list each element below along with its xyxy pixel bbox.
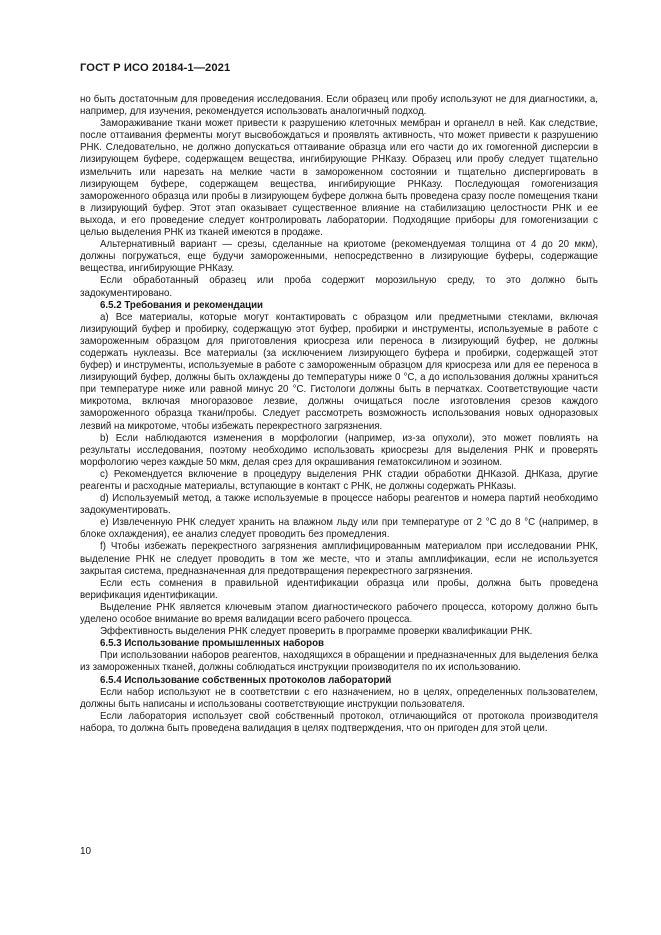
paragraph: Если обработанный образец или проба содержит морозильную среду, то это должно быть задокументировано. bbox=[80, 275, 598, 299]
document-header: ГОСТ Р ИСО 20184-1—2021 bbox=[80, 62, 231, 74]
paragraph: Если есть сомнения в правильной идентификации образца или пробы, должна быть проведена верификация идентификации. bbox=[80, 577, 598, 601]
list-item-b: b) Если наблюдаются изменения в морфологии (например, из-за опухоли), это может повлиять на результаты исследования, поэтому необходимо использовать криосрезы для выделения РНК и проверять морфологию через каждые 50 мкм, делая срез для окрашивания гематоксилином и эозином. bbox=[80, 432, 598, 468]
document-body bbox=[80, 94, 598, 735]
list-item-d: d) Используемый метод, а также используемые в процессе наборы реагентов и номера партий необходимо задокументировать. bbox=[80, 493, 598, 517]
paragraph: Эффективность выделения РНК следует проверить в программе проверки квалификации РНК. bbox=[100, 626, 533, 638]
section-heading: 6.5.4 Использование собственных протоколов лабораторий bbox=[100, 674, 392, 686]
paragraph: Альтернативный вариант — срезы, сделанные на криотоме (рекомендуемая толщина от 4 до 20 мкм), должны погружаться, еще будучи замороженными, непосредственно в лизирующие буферы, содержащие вещества, ингибирующие РНКазу. bbox=[80, 239, 598, 275]
paragraph: Если набор используют не в соответствии с его назначением, но в целях, определенных пользователем, должны быть написаны и использованы соответствующие инструкции пользователя. bbox=[80, 686, 598, 710]
paragraph: Если лаборатория использует свой собственный протокол, отличающийся от протокола производителя набора, то должна быть проведена валидация в целях подтверждения, что он пригоден для этой цели. bbox=[80, 710, 598, 734]
paragraph: При использовании наборов реагентов, находящихся в обращении и предназначенных для выделения белка из замороженных тканей, должны соблюдаться инструкции производителя по их использованию. bbox=[80, 650, 598, 674]
paragraph: Замораживание ткани может привести к разрушению клеточных мембран и органелл в ней. Как следствие, после оттаивания ферменты могут высвобождаться и проявлять активность, что может привести к разрушению РНК. Следовательно, не должно допускаться оттаивание образца или его части до их гомогенной дисперсии в лизирующем буфере, содержащем вещества, ингибирующие РНКазу. Образец или пробу следует тщательно измельчить или нарезать на мелкие части в замороженном состоянии и тщательно диспергировать в лизирующем буфере, содержащем вещества, ингибирующие РНКазу. Последующая гомогенизация замороженного образца или пробы в лизирующем буфере должна быть проведена сразу после помещения ткани в лизирующий буфер. Этот этап оказывает существенное влияние на стабилизацию целостности РНК и ее выхода, и его проведение следует контролировать лаборатории. Подходящие приборы для гомогенизации с целью выделения РНК из тканей имеются в продаже. bbox=[80, 118, 598, 239]
page-number: 10 bbox=[80, 846, 92, 857]
list-item-e: e) Извлеченную РНК следует хранить на влажном льду или при температуре от 2 °С до 8 °С (например, в блоке охлаждения), ее анализ следует проводить без промедления. bbox=[80, 517, 598, 541]
section-heading: 6.5.3 Использование промышленных наборов bbox=[100, 638, 325, 650]
paragraph: но быть достаточным для проведения исследования. Если образец или пробу используют не для диагностики, а, например, для изучения, рекомендуется использовать аналогичный подход. bbox=[80, 94, 598, 118]
list-item-a: a) Все материалы, которые могут контактировать с образцом или предметными стеклами, включая лизирующий буфер и пробирку, содержащую этот буфер, пробирки и инструменты, используемые в работе с замороженным образцом для приготовления криосреза или переноса в лизирующий буфер, не должны содержать нуклеазы. Все материалы (за исключением лизирующего буфера и пробирки, содержащей этот буфер) и инструменты, используемые в работе с замороженным образцом для криосреза или для ее переноса в лизирующий буфер, должны быть охлаждены до температуры ниже 0 °С, а до использования должны храниться при температуре ниже или равной минус 20 °С. Гистологи должны быть в перчатках. Соответствующие части микротома, включая многоразовое лезвие, должны очищаться после изготовления срезов каждого замороженного образца ткани/пробы. Следует рассмотреть возможность использования новых одноразовых лезвий на микротоме, чтобы избежать перекрестного загрязнения. bbox=[80, 311, 598, 432]
paragraph: Выделение РНК является ключевым этапом диагностического рабочего процесса, которому должно быть уделено особое внимание во время валидации всего рабочего процесса. bbox=[80, 601, 598, 626]
list-item-f: f) Чтобы избежать перекрестного загрязнения амплифицированным материалом при исследовании РНК, выделение РНК не следует проводить в том же месте, что и этапы амплификации, если не используется закрытая система, предназначенная для предотвращения перекрестного загрязнения. bbox=[80, 541, 598, 577]
section-heading: 6.5.2 Требования и рекомендации bbox=[100, 299, 264, 311]
list-item-c: c) Рекомендуется включение в процедуру выделения РНК стадии обработки ДНКазой. ДНКаза, другие реагенты и расходные материалы, вступающие в контакт с РНК, не должны содержать РНКазы. bbox=[80, 468, 598, 492]
